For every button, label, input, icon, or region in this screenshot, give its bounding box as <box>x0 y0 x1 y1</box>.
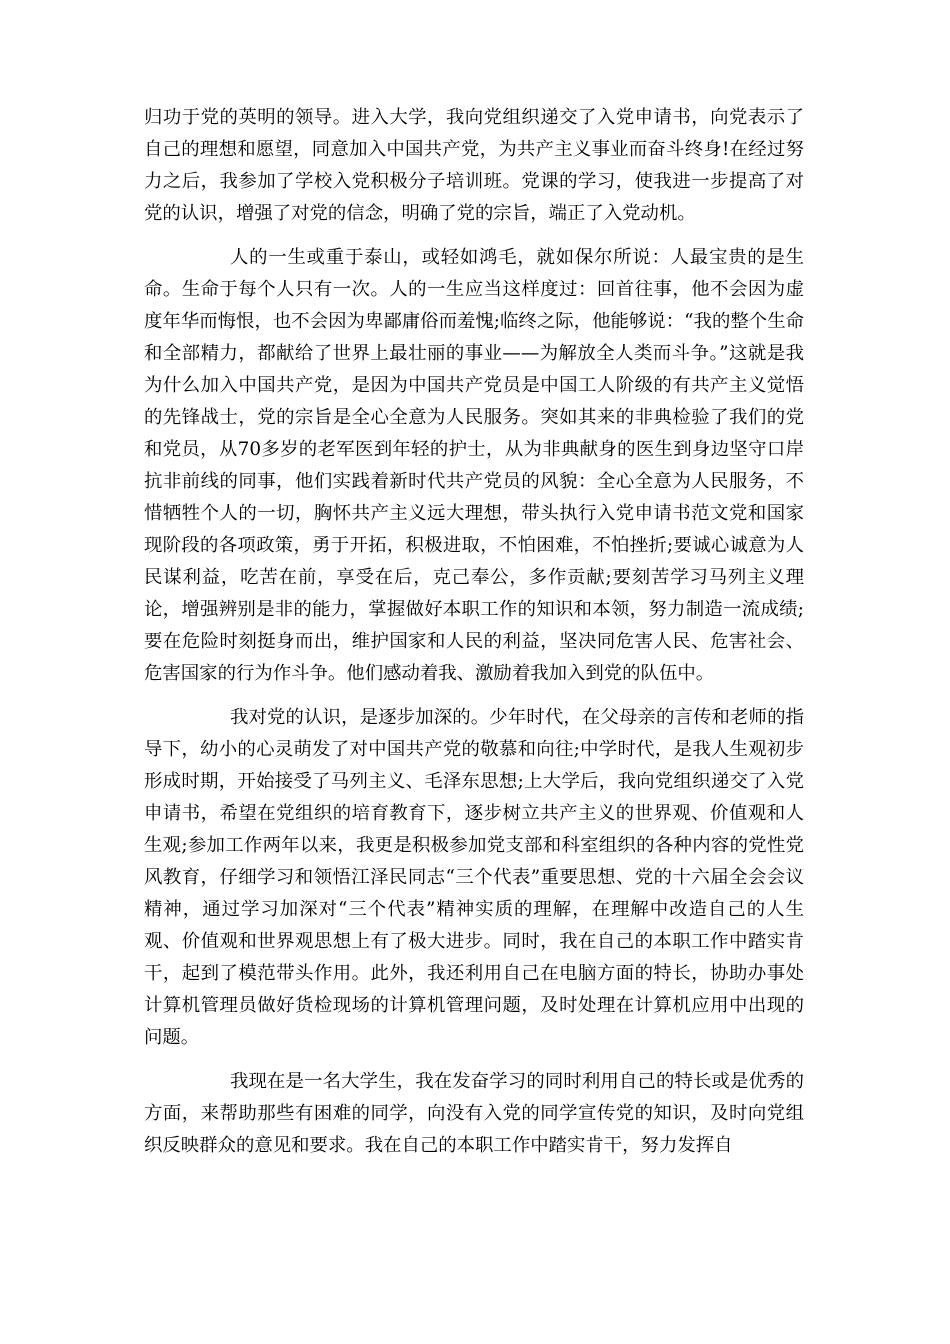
paragraph-4: 我现在是一名大学生，我在发奋学习的同时利用自己的特长或是优秀的方面，来帮助那些有困难的同学，向没有入党的同学宣传党的知识，及时向党组织反映群众的意见和要求。我在自己的本职工作中踏实肯干，努力发挥自 <box>144 1071 804 1156</box>
paragraph-2: 人的一生或重于泰山，或轻如鸿毛，就如保尔所说：人最宝贵的是生命。生命于每个人只有一次。人的一生应当这样度过：回首往事，他不会因为虚度年华而悔恨，也不会因为卑鄙庸俗而羞愧;临终之际，他能够说：“我的整个生命和全部精力，都献给了世界上最壮丽的事业——为解放全人类而斗争。”这就是我为什么加入中国共产党，是因为中国共产党员是中国工人阶级的有共产主义觉悟的先锋战士，党的宗旨是全心全意为人民服务。突如其来的非典检验了我们的党和党员，从70多岁的老军医到年轻的护士，从为非典献身的医生到身边坚守口岸抗非前线的同事，他们实践着新时代共产党员的风貌：全心全意为人民服务，不惜牺牲个人的一切，胸怀共产主义远大理想，带头执行入党申请书范文党和国家现阶段的各项政策，勇于开拓，积极进取，不怕困难，不怕挫折;要诚心诚意为人民谋利益，吃苦在前，享受在后，克己奉公，多作贡献;要刻苦学习马列主义理论，增强辨别是非的能力，掌握做好本职工作的知识和本领，努力制造一流成绩;要在危险时刻挺身而出，维护国家和人民的利益，坚决同危害人民、危害社会、危害国家的行为作斗争。他们感动着我、激励着我加入到党的队伍中。 <box>144 247 804 684</box>
paragraph-3: 我对党的认识，是逐步加深的。少年时代，在父母亲的言传和老师的指导下，幼小的心灵萌发了对中国共产党的敬慕和向往;中学时代，是我人生观初步形成时期，开始接受了马列主义、毛泽东思想;上大学后，我向党组织递交了入党申请书，希望在党组织的培育教育下，逐步树立共产主义的世界观、价值观和人生观;参加工作两年以来，我更是积极参加党支部和科室组织的各种内容的党性党风教育，仔细学习和领悟江泽民同志“三个代表”重要思想、党的十六届全会会议精神，通过学习加深对“三个代表”精神实质的理解，在理解中改造自己的人生观、价值观和世界观思想上有了极大进步。同时，我在自己的本职工作中踏实肯干，起到了模范带头作用。此外，我还利用自己在电脑方面的特长，协助办事处计算机管理员做好货检现场的计算机管理问题，及时处理在计算机应用中出现的问题。 <box>144 707 804 1048</box>
paragraph-1: 归功于党的英明的领导。进入大学，我向党组织递交了入党申请书，向党表示了自己的理想和愿望，同意加入中国共产党，为共产主义事业而奋斗终身!在经过努力之后，我参加了学校入党积极分子培训班。党课的学习，使我进一步提高了对党的认识，增强了对党的信念，明确了党的宗旨，端正了入党动机。 <box>144 107 804 224</box>
document-body <box>144 102 804 1174</box>
